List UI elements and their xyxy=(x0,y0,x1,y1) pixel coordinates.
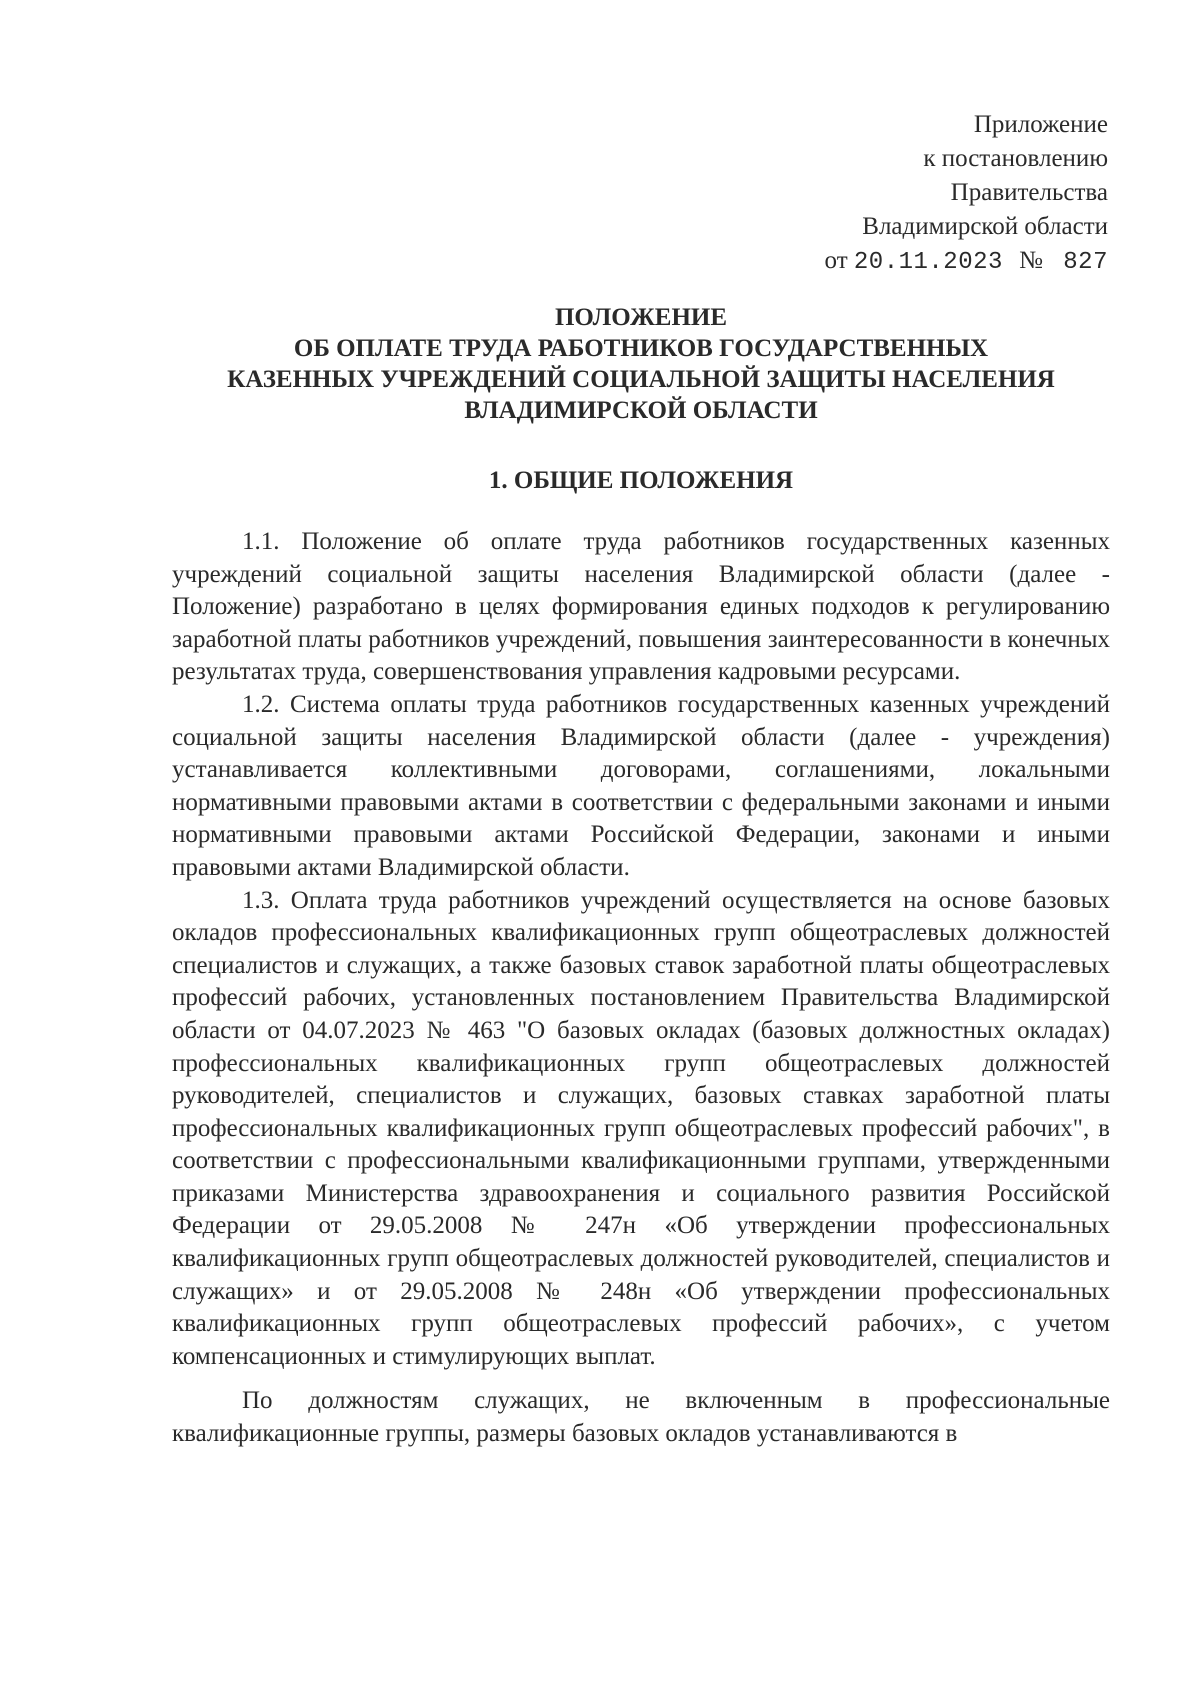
approval-number: 827 xyxy=(1063,249,1108,276)
title-line-4: ВЛАДИМИРСКОЙ ОБЛАСТИ xyxy=(464,397,818,424)
approval-date-prefix: от xyxy=(824,247,848,274)
paragraph-1-1: 1.1. Положение об оплате труда работников государственных казенных учреждений социальной защиты населения Владимирской области (далее - Положение) разработано в целях формирования единых подходов к регулированию заработной платы работников учреждений, повышения заинтересованности в конечных результатах труда, совершенствования управления кадровыми ресурсами. xyxy=(172,528,1110,686)
section-heading: 1. ОБЩИЕ ПОЛОЖЕНИЯ xyxy=(488,467,794,494)
approval-date: 20.11.2023 xyxy=(853,249,1003,276)
approval-line-appendix: Приложение xyxy=(973,111,1108,138)
document-body xyxy=(172,526,1110,1451)
title-line-2: ОБ ОПЛАТЕ ТРУДА РАБОТНИКОВ ГОСУДАРСТВЕННЫХ xyxy=(293,335,989,362)
approval-line-government: Правительства xyxy=(950,179,1108,206)
paragraph-positions: По должностям служащих, не включенным в профессиональные квалификационные группы, размеры базовых окладов устанавливаются в xyxy=(172,1387,1110,1448)
title-line-3: КАЗЕННЫХ УЧРЕЖДЕНИЙ СОЦИАЛЬНОЙ ЗАЩИТЫ НАСЕЛЕНИЯ xyxy=(227,366,1055,393)
approval-line-region: Владимирской области xyxy=(862,213,1108,240)
approval-line-to-resolution: к постановлению xyxy=(923,145,1108,172)
paragraph-1-3: 1.3. Оплата труда работников учреждений осуществляется на основе базовых окладов профессиональных квалификационных групп общеотраслевых должностей специалистов и служащих, а также базовых ставок заработной платы общеотраслевых профессий рабочих, установленных постановлением Правительства Владимирской области от 04.07.2023 № 463 "О базовых окладах (базовых должностных окладах) профессиональных квалификационных групп общеотраслевых должностей руководителей, специалистов и служащих, базовых ставках заработной платы профессиональных квалификационных групп общеотраслевых профессий рабочих", в соответствии с профессиональными квалификационными группами, утвержденными приказами Министерства здравоохранения и социального развития Российской Федерации от 29.05.2008 № 247н «Об утверждении профессиональных квалификационных групп общеотраслевых должностей руководителей, специалистов и служащих» и от 29.05.2008 № 248н «Об утверждении профессиональных квалификационных групп общеотраслевых профессий рабочих», с учетом компенсационных и стимулирующих выплат. xyxy=(172,886,1110,1370)
title-line-1: ПОЛОЖЕНИЕ xyxy=(554,304,728,331)
approval-stamp xyxy=(825,108,1108,280)
approval-number-sign: № xyxy=(1019,247,1044,274)
paragraph-1-2: 1.2. Система оплаты труда работников государственных казенных учреждений социальной защиты населения Владимирской области (далее - учреждения) устанавливается коллективными договорами, соглашениями, локальными нормативными правовыми актами в соответствии с федеральными законами и иными нормативными правовыми актами Российской Федерации, законами и иными правовыми актами Владимирской области. xyxy=(172,690,1110,881)
document-title xyxy=(172,302,1110,426)
approval-date-line xyxy=(825,244,1108,280)
